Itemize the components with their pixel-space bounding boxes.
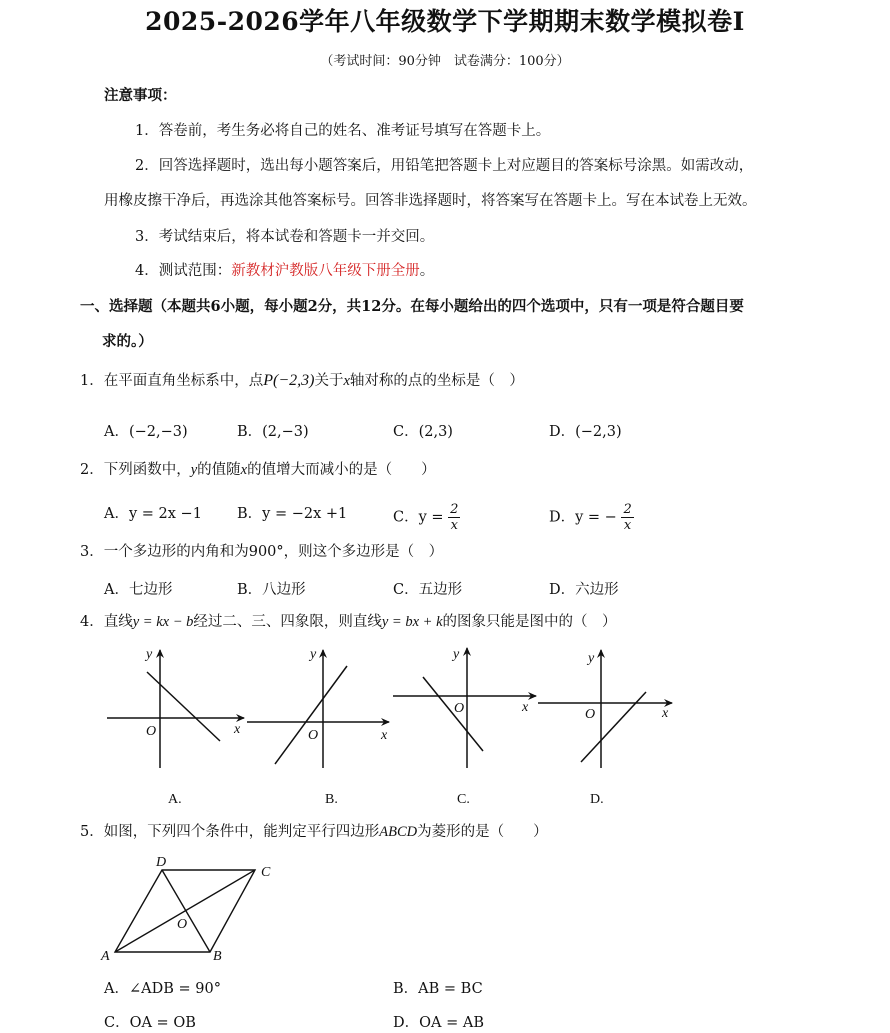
graph-c-caption: C. — [457, 792, 470, 807]
q2-option-d[interactable]: D．y = − $\frac{2}{x}$ — [549, 502, 632, 533]
graph-a-origin: O — [146, 724, 157, 739]
notice-item-3: 3．考试结束后，将本试卷和答题卡一并交回。 — [135, 229, 435, 245]
graph-d-x-label: x — [662, 706, 669, 721]
vertex-a-label: A — [101, 949, 110, 964]
q5-option-a[interactable]: A．∠ADB = 90° — [104, 981, 221, 997]
q1-option-c[interactable]: C．(2,3) — [393, 424, 453, 440]
q5-rhombus-figure — [95, 850, 285, 965]
q2-option-b[interactable]: B．y = −2x +1 — [237, 506, 348, 522]
scope-prefix: 4．测试范围： — [135, 263, 232, 279]
q4-graphs — [0, 640, 890, 815]
vertex-d-label: D — [156, 855, 167, 870]
graph-a-y-label: y — [146, 647, 153, 662]
q3-option-c[interactable]: C．五边形 — [393, 582, 463, 598]
graph-d-origin: O — [585, 707, 596, 722]
q1-option-a[interactable]: A．(−2,−3) — [104, 424, 188, 440]
graph-c-origin: O — [454, 701, 465, 716]
question-1-stem: 1．在平面直角坐标系中，点P(−2,3)关于x轴对称的点的坐标是（ ） — [80, 372, 524, 389]
graph-b-caption: B. — [325, 792, 338, 807]
q2-option-a[interactable]: A．y = 2x −1 — [104, 506, 202, 522]
page-subtitle: （考试时间：90分钟 试卷满分：100分） — [320, 54, 570, 69]
q3-option-d[interactable]: D．六边形 — [549, 582, 619, 598]
question-2-stem: 2．下列函数中，y的值随x的值增大而减小的是（ ） — [80, 462, 436, 478]
graph-a-x-label: x — [234, 722, 241, 737]
notice-item-4 — [135, 261, 434, 281]
graph-b[interactable] — [247, 650, 389, 768]
graph-c-x-label: x — [522, 700, 529, 715]
q1-option-b[interactable]: B．(2,−3) — [237, 424, 309, 440]
q5-option-c[interactable]: C．OA = OB — [104, 1015, 196, 1031]
notice-item-2-cont: 用橡皮擦干净后，再选涂其他答案标号。回答非选择题时，将答案写在答题卡上。写在本试卷上无效。 — [104, 193, 757, 209]
graph-b-y-label: y — [310, 647, 317, 662]
scope-suffix: 。 — [419, 263, 435, 279]
diagonal-bd — [162, 870, 210, 952]
section-heading: 一、选择题（本题共6小题，每小题2分，共12分。在每小题给出的四个选项中，只有一项是符合题目要 — [80, 298, 744, 315]
vertex-b-label: B — [213, 949, 222, 964]
diagonal-ac — [115, 870, 255, 952]
graph-b-origin: O — [308, 728, 319, 743]
scope-value: 新教材沪教版八年级下册全册 — [231, 263, 420, 279]
graph-a-caption: A. — [168, 792, 182, 807]
page-title: 2025-2026学年八年级数学下学期期末数学模拟卷Ⅰ — [145, 7, 745, 36]
graph-d-y-label: y — [588, 651, 595, 666]
q5-option-b[interactable]: B．AB = BC — [393, 981, 483, 997]
notice-heading: 注意事项： — [104, 87, 177, 104]
graph-c-y-label: y — [453, 647, 460, 662]
graph-b-x-label: x — [381, 728, 388, 743]
center-o-label: O — [177, 917, 188, 932]
q2-option-c[interactable]: C．y = $\frac{2}{x}$ — [393, 502, 459, 533]
q3-option-b[interactable]: B．八边形 — [237, 582, 306, 598]
section-heading-cont: 求的。） — [102, 333, 153, 350]
q3-option-a[interactable]: A．七边形 — [104, 582, 173, 598]
graph-d[interactable] — [538, 650, 672, 768]
q1-option-d[interactable]: D．(−2,3) — [549, 424, 622, 440]
question-3-stem: 3．一个多边形的内角和为900°，则这个多边形是（ ） — [80, 544, 444, 560]
question-4-stem: 4．直线y = kx − b经过二、三、四象限，则直线y = bx + k的图象只能是图中的（ ） — [80, 614, 617, 630]
notice-item-1: 1．答卷前，考生务必将自己的姓名、准考证号填写在答题卡上。 — [135, 123, 551, 139]
notice-item-2: 2．回答选择题时，选出每小题答案后，用铅笔把答题卡上对应题目的答案标号涂黑。如需改动， — [135, 158, 754, 174]
graph-c[interactable] — [393, 648, 536, 768]
q5-option-d[interactable]: D．OA = AB — [393, 1015, 484, 1031]
question-5-stem: 5．如图，下列四个条件中，能判定平行四边形ABCD为菱形的是（ ） — [80, 824, 548, 840]
graph-a[interactable] — [107, 650, 244, 768]
graph-d-caption: D. — [590, 792, 604, 807]
vertex-c-label: C — [261, 865, 271, 880]
